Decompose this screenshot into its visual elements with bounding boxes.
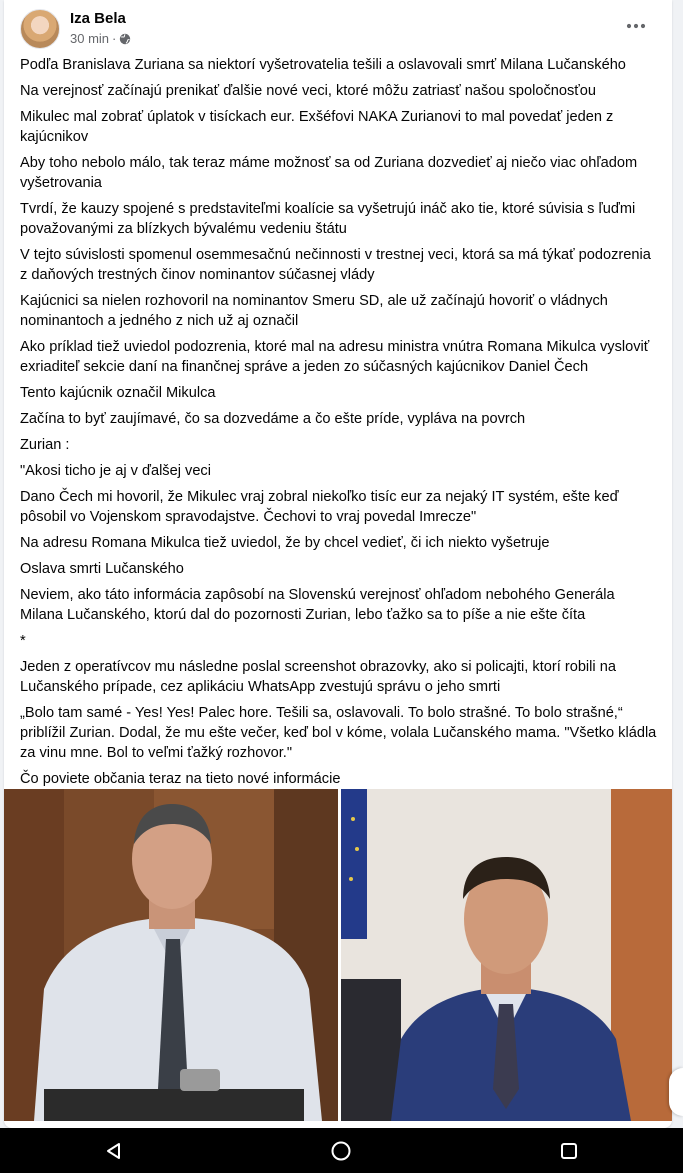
meta-separator: ·: [112, 31, 117, 46]
post-paragraph: Zurian :: [20, 437, 70, 453]
author-name[interactable]: Iza Bela: [70, 10, 126, 27]
post-paragraph: *: [20, 633, 26, 649]
post-paragraph: „Bolo tam samé - Yes! Yes! Palec hore. Tešili sa, oslavovali. To bolo strašné. To bolo strašné,“ priblížil Zurian. Dodal, že mu ešte večer, keď bol v kóme, volala Lučanského mama. "Všetko kládla za vinu mne. Bol to veľmi ťažký rozhovor.": [20, 705, 657, 761]
post-paragraph: Začína to byť zaujímavé, čo sa dozvedáme a čo ešte príde, vypláva na povrch: [20, 411, 526, 427]
post-paragraph: Tvrdí, že kauzy spojené s predstaviteľmi koalície sa vyšetrujú ináč ako tie, ktoré súvisia s ľuďmi považovanými za blízkych bývalému vedeniu štátu: [20, 201, 636, 237]
photo-man-blue-suit[interactable]: [341, 789, 672, 1121]
back-triangle-icon[interactable]: [94, 1131, 134, 1171]
post-paragraph: Mikulec mal zobrať úplatok v tisíckach eur. Exšéfovi NAKA Zurianovi to mal povedať jeden z kajúcnikov: [20, 109, 614, 145]
post-paragraph: Čo poviete občania teraz na tieto nové informácie: [20, 771, 341, 787]
post-text: [20, 55, 660, 795]
photo-man-white-shirt[interactable]: [4, 789, 338, 1121]
post-photos: [4, 789, 672, 1121]
post-paragraph: Oslava smrti Lučanského: [20, 561, 184, 577]
post-time[interactable]: 30 min: [70, 31, 110, 46]
globe-icon[interactable]: [119, 33, 131, 45]
post-paragraph: Kajúcnici sa nielen rozhovoril na nominantov Smeru SD, ale už začínajú hovoriť o vládnych nominantoch a jedného z nich už aj označil: [20, 293, 608, 329]
post-paragraph: Ako príklad tiež uviedol podozrenia, ktoré mal na adresu ministra vnútra Romana Mikulca vysloviť exriaditeľ sekcie daní na finančnej správe a jeden zo súčasných kajúcnikov Daniel Čech: [20, 339, 650, 375]
more-options-icon[interactable]: [622, 14, 650, 38]
post-paragraph: Neviem, ako táto informácia zapôsobí na Slovenskú verejnosť ohľadom nebohého Generála Milana Lučanského, ktorú dal do pozornosti Zurian, lebo ťažko sa to píše a nie ešte číta: [20, 587, 615, 623]
avatar[interactable]: [20, 9, 60, 49]
home-circle-icon[interactable]: [321, 1131, 361, 1171]
post-paragraph: Tento kajúcnik označil Mikulca: [20, 385, 216, 401]
post-paragraph: "Akosi ticho je aj v ďalšej veci: [20, 463, 211, 479]
post-paragraph: V tejto súvislosti spomenul osemmesačnú nečinnosti v trestnej veci, ktorá sa má týkať podozrenia z daňových trestných činov nominantov súčasnej vlády: [20, 247, 651, 283]
post-header: [4, 0, 672, 56]
post-meta: [70, 31, 131, 46]
post-paragraph: Podľa Branislava Zuriana sa niektorí vyšetrovatelia tešili a oslavovali smrť Milana Lučanského: [20, 57, 626, 73]
post-paragraph: Jeden z operatívcov mu následne poslal screenshot obrazovky, ako si policajti, ktorí robili na Lučanského prípade, cez aplikáciu WhatsApp zvestujú správu o jeho smrti: [20, 659, 616, 695]
post-paragraph: Na adresu Romana Mikulca tiež uviedol, že by chcel vedieť, či ich niekto vyšetruje: [20, 535, 550, 551]
edge-panel-handle[interactable]: [669, 1068, 683, 1116]
post-paragraph: Dano Čech mi hovoril, že Mikulec vraj zobral niekoľko tisíc eur za nejaký IT systém, ešte keď pôsobil vo Vojenskom spravodajstve. Čechovi to vraj povedal Imrecze": [20, 489, 619, 525]
post-paragraph: Na verejnosť začínajú prenikať ďalšie nové veci, ktoré môžu zatriasť našou spoločnosťou: [20, 83, 596, 99]
post-paragraph: Aby toho nebolo málo, tak teraz máme možnosť sa od Zuriana dozvedieť aj niečo viac ohľadom vyšetrovania: [20, 155, 638, 191]
recents-square-icon[interactable]: [549, 1131, 589, 1171]
android-navigation-bar: [0, 1128, 683, 1173]
post-card: [4, 0, 672, 1128]
